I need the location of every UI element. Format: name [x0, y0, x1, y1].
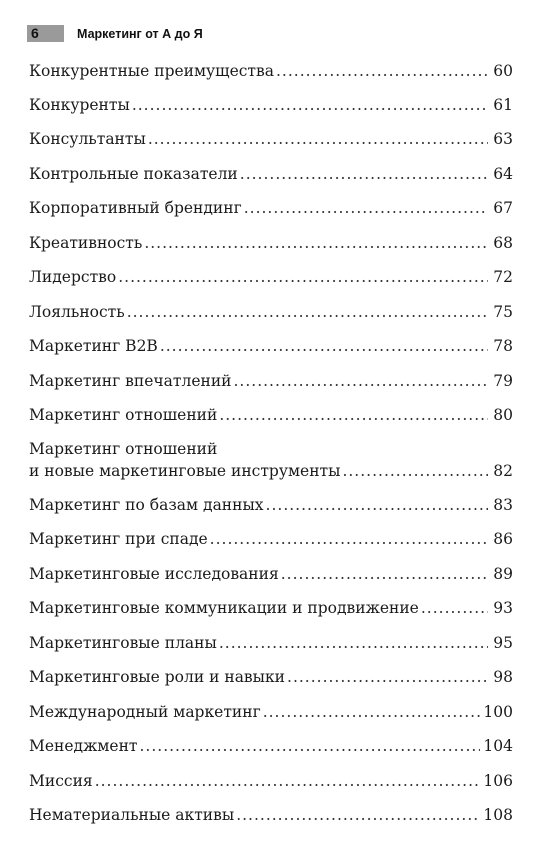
toc-entry-title: Маркетинг впечатлений — [29, 372, 232, 390]
toc-entry-title: Маркетинговые коммуникации и продвижение — [29, 599, 419, 617]
toc-entry-page: 83 — [493, 496, 513, 514]
toc-entry-title: и новые маркетинговые инструменты — [29, 462, 341, 480]
toc-entry-page: 98 — [493, 668, 513, 686]
toc-entry — [29, 770, 513, 792]
toc-entry — [29, 597, 513, 619]
dot-leader — [140, 735, 481, 757]
toc-entry — [29, 666, 513, 688]
toc-entry-title: Конкурентные преимущества — [29, 62, 274, 80]
toc-entry — [29, 494, 513, 516]
dot-leader — [210, 528, 488, 550]
toc-entry — [29, 197, 513, 219]
dot-leader — [233, 370, 488, 392]
toc-entry-page: 95 — [493, 634, 513, 652]
dot-leader — [240, 163, 488, 185]
toc-entry-page: 100 — [483, 703, 513, 721]
toc-entry — [29, 701, 513, 723]
toc-entry — [29, 735, 513, 757]
toc-entry-title: Международный маркетинг — [29, 703, 261, 721]
dot-leader — [263, 701, 481, 723]
toc-entry-page: 72 — [493, 268, 513, 286]
toc-entry-page: 80 — [493, 406, 513, 424]
toc-entry-page: 75 — [493, 303, 513, 321]
dot-leader — [160, 335, 488, 357]
dot-leader — [95, 770, 481, 792]
toc-entry — [29, 528, 513, 550]
dot-leader — [127, 301, 488, 323]
toc-entry-title: Миссия — [29, 772, 93, 790]
dot-leader — [132, 94, 488, 116]
dot-leader — [244, 197, 488, 219]
toc-entry-page: 63 — [493, 130, 513, 148]
toc-entry-page: 79 — [493, 372, 513, 390]
toc-entry-page: 104 — [483, 737, 513, 755]
dot-leader — [118, 266, 488, 288]
toc-entry-title: Маркетинг по базам данных — [29, 496, 264, 514]
toc-entry — [29, 232, 513, 254]
toc-entry — [29, 404, 513, 426]
toc-entry-title: Корпоративный брендинг — [29, 199, 242, 217]
dot-leader — [342, 460, 488, 482]
toc-entry-page: 67 — [493, 199, 513, 217]
dot-leader — [148, 128, 488, 150]
toc-entry-page: 60 — [493, 62, 513, 80]
toc-entry — [29, 335, 513, 357]
toc-entry — [29, 301, 513, 323]
toc-entry-page: 78 — [493, 337, 513, 355]
dot-leader — [266, 494, 488, 516]
page-number: 6 — [31, 25, 39, 41]
toc-entry — [29, 128, 513, 150]
toc-entry-title: Маркетинговые планы — [29, 634, 217, 652]
running-title: Маркетинг от А до Я — [77, 27, 203, 41]
toc-entry-page: 93 — [493, 599, 513, 617]
dot-leader — [236, 804, 480, 826]
toc-entry-page: 61 — [493, 96, 513, 114]
dot-leader — [219, 632, 488, 654]
toc-entry-multiline — [29, 438, 513, 482]
toc-entry — [29, 266, 513, 288]
toc-entry-title: Лояльность — [29, 303, 125, 321]
dot-leader — [287, 666, 488, 688]
dot-leader — [276, 60, 488, 82]
toc-entry-title: Конкуренты — [29, 96, 130, 114]
toc-entry-title: Креативность — [29, 234, 143, 252]
toc-entry — [29, 163, 513, 185]
toc-entry — [29, 804, 513, 826]
toc-entry-title-line1: Маркетинг отношений — [29, 440, 218, 458]
toc-entry — [29, 632, 513, 654]
toc-entry-page: 82 — [493, 462, 513, 480]
running-header — [27, 25, 517, 45]
toc-entry-title: Менеджмент — [29, 737, 138, 755]
toc-entry — [29, 94, 513, 116]
toc-entry-title: Нематериальные активы — [29, 806, 235, 824]
page-number-box — [27, 25, 64, 42]
toc-entry-title: Маркетинг отношений — [29, 406, 218, 424]
toc-entry — [29, 370, 513, 392]
toc-entry-page: 68 — [493, 234, 513, 252]
toc-entry-title: Маркетинг при спаде — [29, 530, 208, 548]
toc-entry-title: Контрольные показатели — [29, 165, 238, 183]
toc-entry-title: Консультанты — [29, 130, 146, 148]
toc-entry-page: 106 — [483, 772, 513, 790]
toc-entry-title: Маркетинговые роли и навыки — [29, 668, 286, 686]
dot-leader — [281, 563, 488, 585]
toc-entry-page: 89 — [493, 565, 513, 583]
toc-entry-page: 86 — [493, 530, 513, 548]
dot-leader — [219, 404, 488, 426]
toc-entry — [29, 60, 513, 82]
dot-leader — [421, 597, 488, 619]
toc-entry-title: Маркетинг B2B — [29, 337, 158, 355]
toc-entry-page: 64 — [493, 165, 513, 183]
toc-entry-title: Лидерство — [29, 268, 117, 286]
toc-entry-page: 108 — [483, 806, 513, 824]
toc-entry — [29, 563, 513, 585]
dot-leader — [144, 232, 488, 254]
toc-entry-title: Маркетинговые исследования — [29, 565, 279, 583]
